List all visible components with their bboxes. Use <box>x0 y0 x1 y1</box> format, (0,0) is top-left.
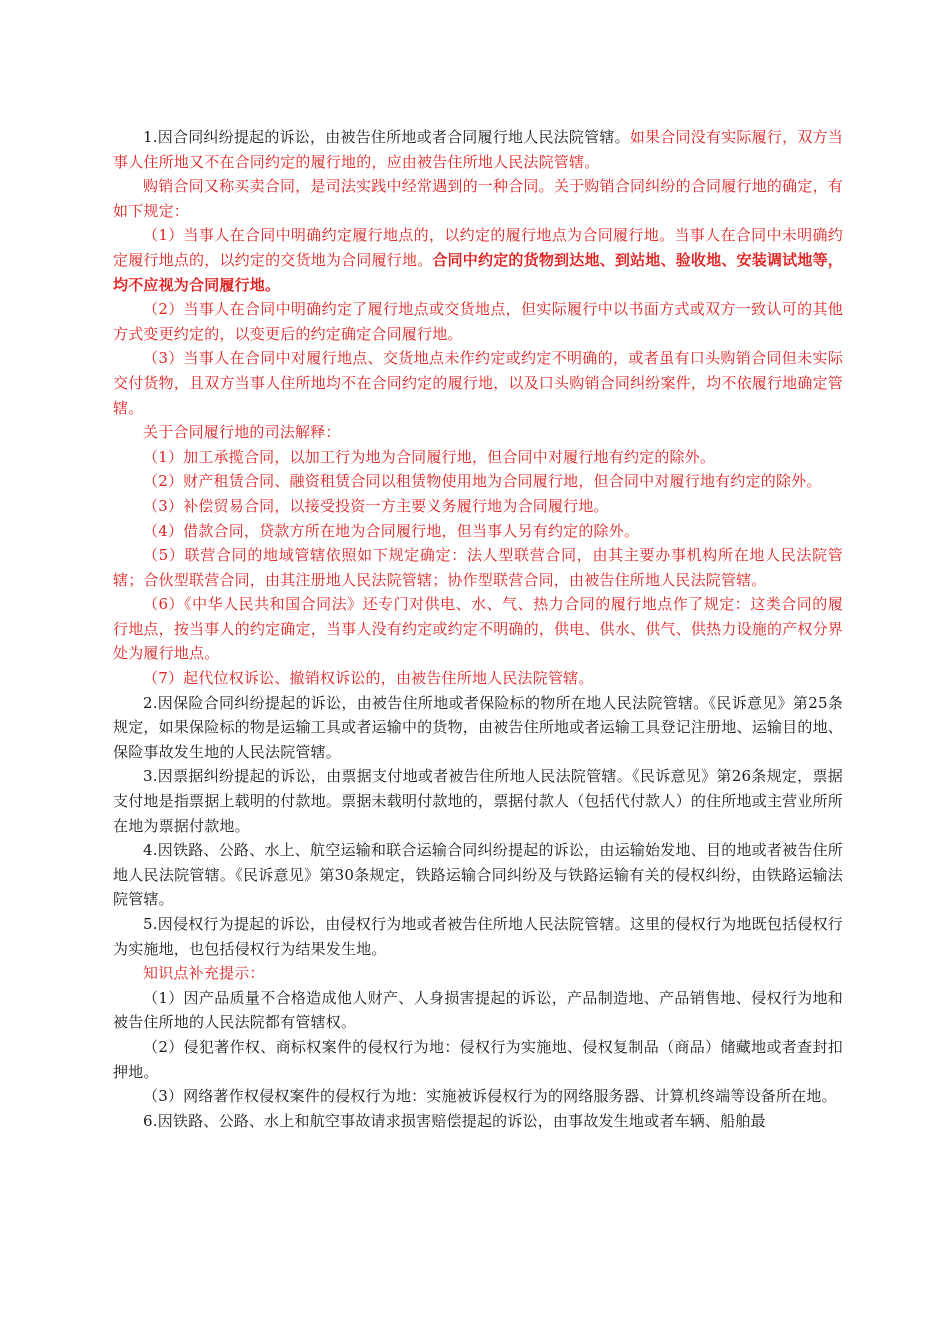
paragraph-9 <box>113 494 843 519</box>
paragraph-8 <box>113 469 843 494</box>
text-run-highlighted: （3）补偿贸易合同，以接受投资一方主要义务履行地为合同履行地。 <box>143 496 609 515</box>
paragraph-20 <box>113 1035 843 1084</box>
text-run-highlighted: 购销合同又称买卖合同，是司法实践中经常遇到的一种合同。关于购销合同纠纷的合同履行地的确定，有如下规定： <box>113 177 843 220</box>
paragraph-4 <box>113 297 843 346</box>
text-run: 3.因票据纠纷提起的诉讼，由票据支付地或者被告住所地人民法院管辖。《民诉意见》第26条规定，票据支付地是指票据上载明的付款地。票据未载明付款地的，票据付款人（包括代付款人）的住所地或主营业所所在地为票据付款地。 <box>113 767 843 835</box>
text-run-highlighted: （7）起代位权诉讼、撤销权诉讼的，由被告住所地人民法院管辖。 <box>143 669 594 688</box>
text-run-highlighted: （2）当事人在合同中明确约定了履行地点或交货地点，但实际履行中以书面方式或双方一致认可的其他方式变更约定的，以变更后的约定确定合同履行地。 <box>113 300 843 343</box>
text-run-emphasis: 合同中约定的货物到达地、到站地、验收地、安装调试地等，均不应视为合同履行地。 <box>113 250 844 294</box>
paragraph-10 <box>113 519 843 544</box>
text-run-highlighted: （3）当事人在合同中对履行地点、交货地点未作约定或约定不明确的，或者虽有口头购销合同但未实际交付货物，且双方当事人住所地均不在合同约定的履行地，以及口头购销合同纠纷案件，均不依履行地确定管辖。 <box>113 349 843 417</box>
paragraph-7 <box>113 445 843 470</box>
text-run-highlighted: （4）借款合同，贷款方所在地为合同履行地，但当事人另有约定的除外。 <box>143 521 640 540</box>
text-run-highlighted: 如果合同没有实际履行，双方当事人住所地又不在合同约定的履行地的，应由被告住所地人民法院管辖。 <box>113 128 843 171</box>
paragraph-3 <box>113 223 843 297</box>
text-run: 4.因铁路、公路、水上、航空运输和联合运输合同纠纷提起的诉讼，由运输始发地、目的地或者被告住所地人民法院管辖。《民诉意见》第30条规定，铁路运输合同纠纷及与铁路运输有关的侵权纠纷，由铁路运输法院管辖。 <box>113 841 843 909</box>
document-page <box>113 125 843 1133</box>
paragraph-16 <box>113 838 843 912</box>
paragraph-17 <box>113 912 843 961</box>
paragraph-6 <box>113 420 843 445</box>
text-run-highlighted: （2）财产租赁合同、融资租赁合同以租赁物使用地为合同履行地，但合同中对履行地有约定的除外。 <box>143 472 822 491</box>
text-run: （3）网络著作权侵权案件的侵权行为地：实施被诉侵权行为的网络服务器、计算机终端等设备所在地。 <box>143 1087 837 1106</box>
text-run-highlighted: （5）联营合同的地域管辖依照如下规定确定：法人型联营合同，由其主要办事机构所在地人民法院管辖；合伙型联营合同，由其注册地人民法院管辖；协作型联营合同，由被告住所地人民法院管辖。 <box>113 546 843 589</box>
paragraph-22 <box>113 1109 843 1134</box>
text-run-highlighted: （1）加工承揽合同，以加工行为地为合同履行地，但合同中对履行地有约定的除外。 <box>143 447 716 466</box>
text-run: 6.因铁路、公路、水上和航空事故请求损害赔偿提起的诉讼，由事故发生地或者车辆、船舶最 <box>143 1111 766 1130</box>
text-run: 1.因合同纠纷提起的诉讼，由被告住所地或者合同履行地人民法院管辖。 <box>143 128 630 146</box>
paragraph-2 <box>113 174 843 223</box>
text-run-highlighted: （6）《中华人民共和国合同法》还专门对供电、水、气、热力合同的履行地点作了规定：这类合同的履行地点，按当事人的约定确定，当事人没有约定或约定不明确的，供电、供水、供气、供热力设施的产权分界处为履行地点。 <box>113 595 843 663</box>
paragraph-15 <box>113 764 843 838</box>
paragraph-11 <box>113 543 843 592</box>
paragraph-5 <box>113 346 843 420</box>
paragraph-13 <box>113 666 843 691</box>
paragraph-19 <box>113 986 843 1035</box>
paragraph-18 <box>113 961 843 986</box>
text-run-highlighted: （1）当事人在合同中明确约定履行地点的，以约定的履行地点为合同履行地。当事人在合同中未明确约定履行地点的，以约定的交货地为合同履行地。 <box>113 226 843 269</box>
text-run: 2.因保险合同纠纷提起的诉讼，由被告住所地或者保险标的物所在地人民法院管辖。《民诉意见》第25条规定，如果保险标的物是运输工具或者运输中的货物，由被告住所地或者运输工具登记注册地、运输目的地、保险事故发生地的人民法院管辖。 <box>113 693 843 761</box>
paragraph-1 <box>113 125 843 174</box>
section-heading: 知识点补充提示： <box>143 964 265 983</box>
text-run: （1）因产品质量不合格造成他人财产、人身损害提起的诉讼，产品制造地、产品销售地、侵权行为地和被告住所地的人民法院都有管辖权。 <box>113 988 843 1032</box>
text-run: 5.因侵权行为提起的诉讼，由侵权行为地或者被告住所地人民法院管辖。这里的侵权行为地既包括侵权行为实施地，也包括侵权行为结果发生地。 <box>113 915 843 958</box>
paragraph-14 <box>113 691 843 765</box>
paragraph-21 <box>113 1084 843 1109</box>
paragraph-12 <box>113 592 843 666</box>
section-heading: 关于合同履行地的司法解释： <box>143 423 341 442</box>
text-run: （2）侵犯著作权、商标权案件的侵权行为地：侵权行为实施地、侵权复制品（商品）储藏地或者查封扣押地。 <box>113 1037 843 1081</box>
